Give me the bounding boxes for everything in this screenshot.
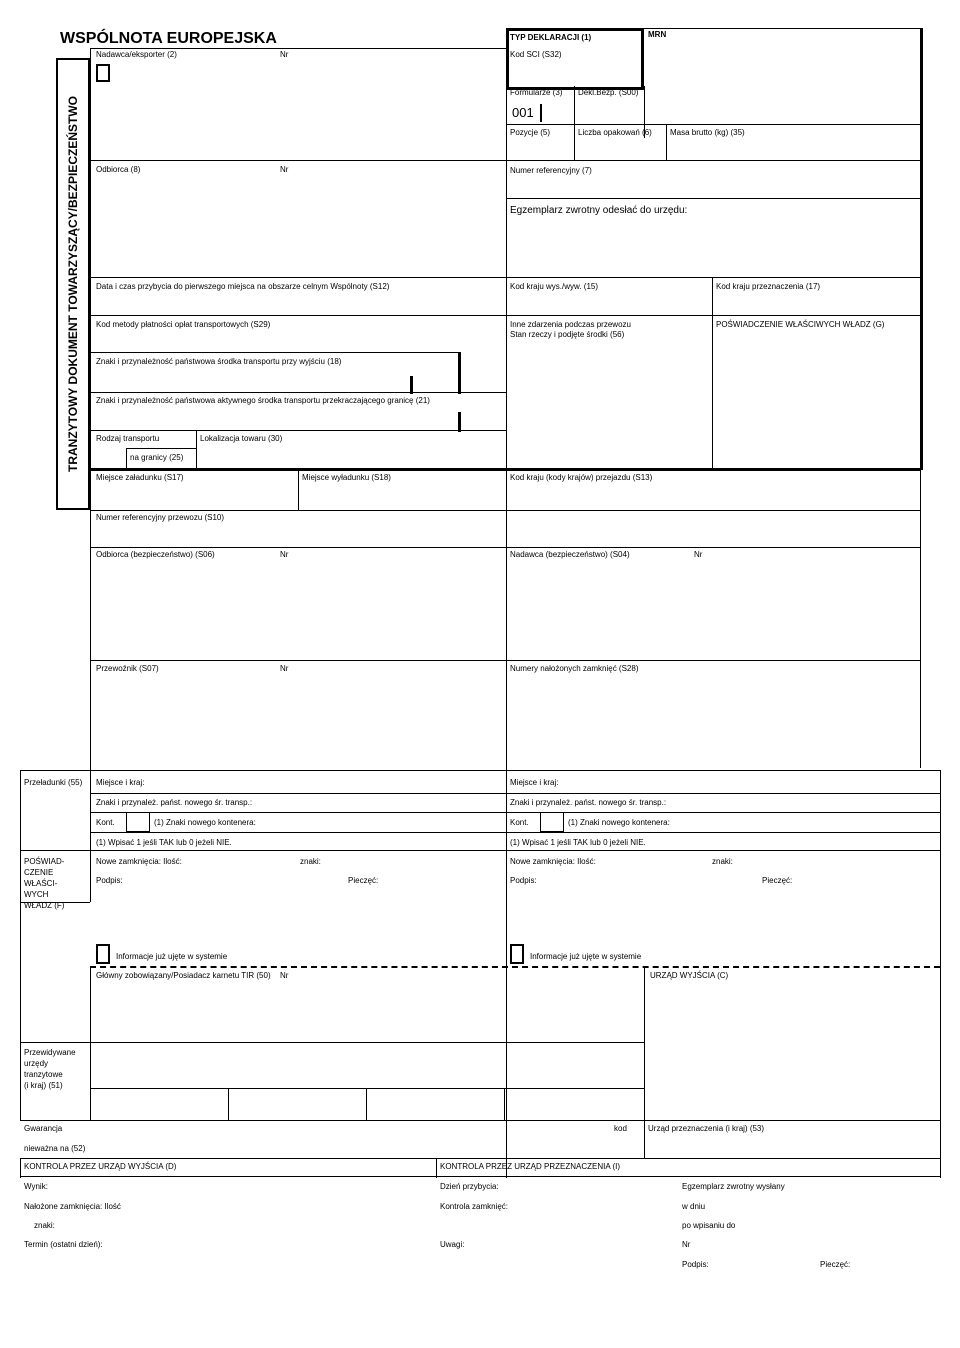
packages-label: Liczba opakowań (6) — [578, 128, 652, 137]
rule-guarantee — [20, 1120, 940, 1121]
principal-label: Główny zobowiązany/Posiadacz karnetu TIR (50) — [96, 971, 271, 980]
payment-method-label: Kod metody płatności opłat transportowych (S29) — [96, 320, 271, 329]
rule-transit — [20, 1042, 644, 1043]
forms-divider — [574, 86, 575, 126]
goods-location-label: Lokalizacja towaru (30) — [200, 434, 283, 443]
principal-left-rule — [90, 966, 91, 1120]
info-system-checkbox-left[interactable] — [96, 944, 110, 964]
rule-arrival — [90, 277, 920, 278]
rule-left-main — [90, 48, 91, 510]
forms-label: Formularze (3) — [510, 88, 563, 97]
rule-control-bottom — [20, 1176, 940, 1177]
loading-place-label: Miejsce załadunku (S17) — [96, 473, 184, 482]
consignee-sec-label: Odbiorca (bezpieczeństwo) (S06) — [96, 550, 215, 559]
transit-box-3 — [504, 1088, 505, 1120]
receiver-nr: Nr — [280, 165, 289, 174]
kont-right: Kont. — [510, 818, 529, 827]
rule-active — [90, 392, 506, 393]
declaration-type-label: TYP DEKLARACJI (1) — [510, 33, 592, 42]
info-system-left: Informacje już ujęte w systemie — [116, 952, 228, 961]
new-seals-left: Nowe zamknięcia: Ilość: — [96, 857, 182, 866]
items-label: Pozycje (5) — [510, 128, 551, 137]
forms-value-mark — [540, 104, 542, 122]
place-country-right: Miejsce i kraj: — [510, 778, 559, 787]
goods-state-label: Stan rzeczy i podjęte środki (56) — [510, 330, 625, 339]
rule-right-outer — [940, 770, 941, 1178]
transport-mode-label: Rodzaj transportu — [96, 434, 160, 443]
incidents-divider — [712, 315, 713, 468]
guarantee-label: Gwarancja — [24, 1124, 63, 1133]
departure-office-label: URZĄD WYJŚCIA (C) — [650, 971, 729, 980]
rule-ts1 — [90, 793, 940, 794]
signature-right: Podpis: — [510, 876, 537, 885]
auth-f-label: POŚWIAD- CZENIE WŁAŚCI- WYCH WŁADZ (F) — [24, 857, 65, 910]
rule-left-middle — [90, 510, 91, 770]
dispatch-country-label: Kod kraju wys./wyw. (15) — [510, 282, 599, 291]
dashed-separator — [90, 966, 940, 968]
transport-ref-label: Numer referencyjny przewozu (S10) — [96, 513, 225, 522]
arrival-day-label: Dzień przybycia: — [440, 1182, 499, 1191]
rule-right-middle — [920, 468, 921, 768]
loading-divider — [298, 468, 299, 510]
return-sent-label: Egzemplarz zwrotny wysłany — [682, 1182, 785, 1191]
carrier-label: Przewoźnik (S07) — [96, 664, 159, 673]
consignor-sec-nr: Nr — [694, 550, 703, 559]
authority-cert-label: POŚWIADCZENIE WŁAŚCIWYCH WŁADZ (G) — [716, 320, 885, 329]
gross-mass-label: Masa brutto (kg) (35) — [670, 128, 745, 137]
sender-label: Nadawca/eksporter (2) — [96, 50, 177, 59]
rule-consignee-sec — [90, 547, 920, 548]
active-flag-mark — [458, 412, 461, 432]
transit-offices-label: Przewidywane urzędy tranzytowe (i kraj) (51) — [24, 1048, 76, 1090]
info-system-checkbox-right[interactable] — [510, 944, 524, 964]
control-marks-label: znaki: — [34, 1221, 55, 1230]
incidents-label: Inne zdarzenia podczas przewozu — [510, 320, 631, 329]
rule-transport-ref — [90, 510, 920, 511]
control-dest-title: KONTROLA PRZEZ URZĄD PRZEZNACZENIA (I) — [440, 1162, 621, 1171]
consignee-sec-nr: Nr — [280, 550, 289, 559]
info-system-right: Informacje już ujęte w systemie — [530, 952, 642, 961]
dispatch-divider — [712, 277, 713, 315]
place-country-left: Miejsce i kraj: — [96, 778, 145, 787]
control-signature-label: Podpis: — [682, 1260, 709, 1269]
rule-carrier — [90, 660, 920, 661]
remarks-label: Uwagi: — [440, 1240, 465, 1249]
control-stamp-label: Pieczęć: — [820, 1260, 851, 1269]
col-divider-right — [506, 90, 507, 1178]
sender-checkbox[interactable] — [96, 64, 110, 82]
control-left-rule — [20, 1158, 21, 1178]
mrn-label: MRN — [648, 30, 667, 39]
rule-exit — [90, 352, 458, 353]
stamp-left: Pieczęć: — [348, 876, 379, 885]
carrier-nr: Nr — [280, 664, 289, 673]
transshipment-label: Przeładunki (55) — [24, 778, 83, 787]
arrival-date-label: Data i czas przybycia do pierwszego miejsca na obszarze celnym Wspólnoty (S12) — [96, 282, 390, 291]
rule-top — [90, 48, 506, 49]
rule-receiver — [90, 160, 506, 161]
guarantee-code-label: kod — [614, 1124, 627, 1133]
transit-box-2 — [366, 1088, 367, 1120]
on-day-label: w dniu — [682, 1202, 706, 1211]
exit-flag-mark — [458, 352, 461, 394]
signature-left: Podpis: — [96, 876, 123, 885]
ref-number-label: Numer referencyjny (7) — [510, 166, 592, 175]
new-transport-left: Znaki i przynależ. państ. nowego śr. transp.: — [96, 798, 253, 807]
rule-return — [506, 198, 920, 199]
rule-label-col — [90, 770, 91, 902]
dest-office-label: Urząd przeznaczenia (i kraj) (53) — [648, 1124, 765, 1133]
unloading-place-label: Miejsce wyładunku (S18) — [302, 473, 391, 482]
deadline-label: Termin (ostatni dzień): — [24, 1240, 103, 1249]
items-divider — [574, 124, 575, 160]
after-entry-label: po wpisaniu do — [682, 1221, 736, 1230]
mode-divider — [196, 430, 197, 468]
rule-left-outer — [20, 770, 21, 1120]
control-nr-label: Nr — [682, 1240, 691, 1249]
seals-applied-label: Nałożone zamknięcia: Ilość — [24, 1202, 121, 1211]
kont-left: Kont. — [96, 818, 115, 827]
rule-control — [20, 1158, 940, 1159]
right-border — [920, 28, 923, 470]
transit-box-1 — [228, 1088, 229, 1120]
kont-box-right[interactable] — [540, 812, 564, 832]
invalid-for-label: nieważna na (52) — [24, 1144, 86, 1153]
rule-mode — [90, 430, 506, 431]
rule-transit-boxes — [90, 1088, 644, 1089]
rule-ts5 — [20, 902, 90, 903]
marks-left: znaki: — [300, 857, 321, 866]
rule-ref — [506, 160, 920, 161]
sci-code-label: Kod SCI (S32) — [510, 50, 562, 59]
nr-label: Nr — [280, 50, 289, 59]
decl-sec-label: Dekl.Bezp. (S00) — [578, 88, 639, 97]
receiver-label: Odbiorca (8) — [96, 165, 141, 174]
side-label: TRANZYTOWY DOKUMENT TOWARZYSZĄCY/BEZPIECZEŃSTWO — [66, 95, 80, 473]
return-copy-label: Egzemplarz zwrotny odesłać do urzędu: — [510, 205, 688, 216]
rule-ts4 — [20, 850, 940, 851]
rule-payment — [90, 315, 920, 316]
transit-box-4 — [644, 1088, 645, 1120]
rule-ts2 — [90, 812, 940, 813]
note-right: (1) Wpisać 1 jeśli TAK lub 0 jeżeli NIE. — [510, 838, 646, 847]
dest-country-label: Kod kraju przeznaczenia (17) — [716, 282, 821, 291]
new-container-right: (1) Znaki nowego kontenera: — [568, 818, 670, 827]
transport-exit-label: Znaki i przynależność państwowa środka transportu przy wyjściu (18) — [96, 357, 342, 366]
stamp-right: Pieczęć: — [762, 876, 793, 885]
transport-active-label: Znaki i przynależność państwowa aktywnego środka transportu przekraczającego granicę (21) — [96, 396, 430, 405]
consignor-sec-label: Nadawca (bezpieczeństwo) (S04) — [510, 550, 630, 559]
kont-box-left[interactable] — [126, 812, 150, 832]
guarantee-divider — [644, 1120, 645, 1158]
border-box-left — [126, 448, 127, 468]
new-seals-right: Nowe zamknięcia: Ilość: — [510, 857, 596, 866]
note-left: (1) Wpisać 1 jeśli TAK lub 0 jeżeli NIE. — [96, 838, 232, 847]
marks-right: znaki: — [712, 857, 733, 866]
departure-office-divider — [644, 968, 645, 1088]
page-title: WSPÓLNOTA EUROPEJSKA — [60, 30, 277, 47]
rule-ts3 — [90, 832, 940, 833]
rule-items — [506, 124, 920, 125]
result-label: Wynik: — [24, 1182, 48, 1191]
forms-value: 001 — [512, 105, 534, 120]
seals-label: Numery nałożonych zamknięć (S28) — [510, 664, 639, 673]
rule-transship — [20, 770, 940, 771]
route-countries-label: Kod kraju (kody krajów) przejazdu (S13) — [510, 473, 653, 482]
control-departure-title: KONTROLA PRZEZ URZĄD WYJŚCIA (D) — [24, 1162, 177, 1171]
control-divider — [436, 1158, 437, 1178]
new-container-left: (1) Znaki nowego kontenera: — [154, 818, 256, 827]
mass-divider — [666, 124, 667, 160]
principal-nr: Nr — [280, 971, 289, 980]
at-border-label: na granicy (25) — [130, 453, 184, 462]
seals-check-label: Kontrola zamknięć: — [440, 1202, 509, 1211]
new-transport-right: Znaki i przynależ. państ. nowego śr. transp.: — [510, 798, 667, 807]
border-box-top — [126, 448, 196, 449]
mrn-top-rule — [644, 28, 920, 29]
